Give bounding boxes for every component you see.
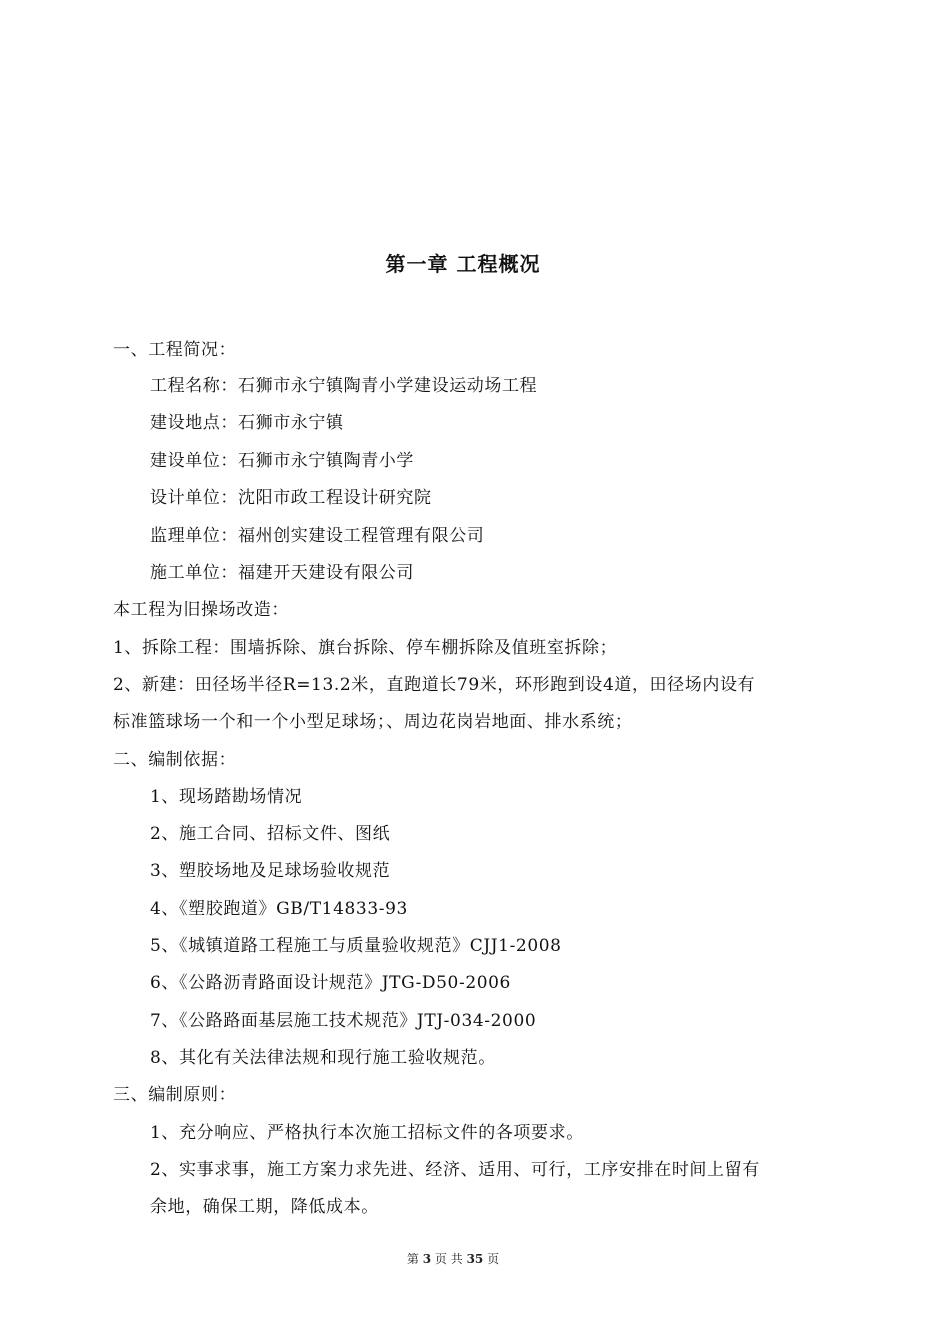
demolition-item: 1、拆除工程：围墙拆除、旗台拆除、停车棚拆除及值班室拆除；	[113, 638, 618, 658]
basis-item: 3、塑胶场地及足球场验收规范	[150, 861, 391, 881]
footer-suffix: 页	[487, 1252, 500, 1266]
renovation-intro: 本工程为旧操场改造：	[113, 600, 289, 620]
basis-item: 1、现场踏勘场情况	[150, 787, 303, 807]
construction-site: 建设地点：石狮市永宁镇	[150, 413, 344, 433]
principle-item: 1、充分响应、严格执行本次施工招标文件的各项要求。	[150, 1123, 584, 1143]
footer-prefix: 第	[406, 1252, 419, 1266]
new-build-item: 2、新建：田径场半径R=13.2米，直跑道长79米，环形跑到设4道，田径场内设有	[113, 675, 756, 695]
basis-item: 7、《公路路面基层施工技术规范》JTJ-034-2000	[150, 1011, 537, 1031]
basis-item: 4、《塑胶跑道》GB/T14833-93	[150, 899, 408, 919]
chapter-title: 第一章 工程概况	[385, 252, 541, 276]
contractor-unit: 施工单位：福建开天建设有限公司	[150, 563, 414, 583]
project-name: 工程名称：石狮市永宁镇陶青小学建设运动场工程	[150, 376, 538, 396]
total-page-count: 35	[466, 1252, 484, 1266]
principle-item: 2、实事求事，施工方案力求先进、经济、适用、可行，工序安排在时间上留有	[150, 1160, 760, 1180]
section-heading-principles: 三、编制原则：	[113, 1085, 237, 1105]
basis-item: 8、其化有关法律法规和现行施工验收规范。	[150, 1048, 496, 1068]
owner-unit: 建设单位：石狮市永宁镇陶青小学	[150, 451, 414, 471]
basis-item: 6、《公路沥青路面设计规范》JTG-D50-2006	[150, 973, 511, 993]
page-footer	[0, 1250, 906, 1267]
design-unit: 设计单位：沈阳市政工程设计研究院	[150, 488, 432, 508]
supervision-unit: 监理单位：福州创实建设工程管理有限公司	[150, 526, 485, 546]
basis-item: 5、《城镇道路工程施工与质量验收规范》CJJ1-2008	[150, 936, 562, 956]
footer-middle: 页 共	[434, 1252, 463, 1266]
section-heading-overview: 一、工程简况：	[113, 340, 237, 360]
current-page-number: 3	[422, 1252, 432, 1266]
principle-item-cont: 余地，确保工期，降低成本。	[150, 1197, 379, 1217]
new-build-item-cont: 标准篮球场一个和一个小型足球场；、周边花岗岩地面、排水系统；	[113, 712, 633, 732]
section-heading-basis: 二、编制依据：	[113, 750, 237, 770]
basis-item: 2、施工合同、招标文件、图纸	[150, 824, 391, 844]
